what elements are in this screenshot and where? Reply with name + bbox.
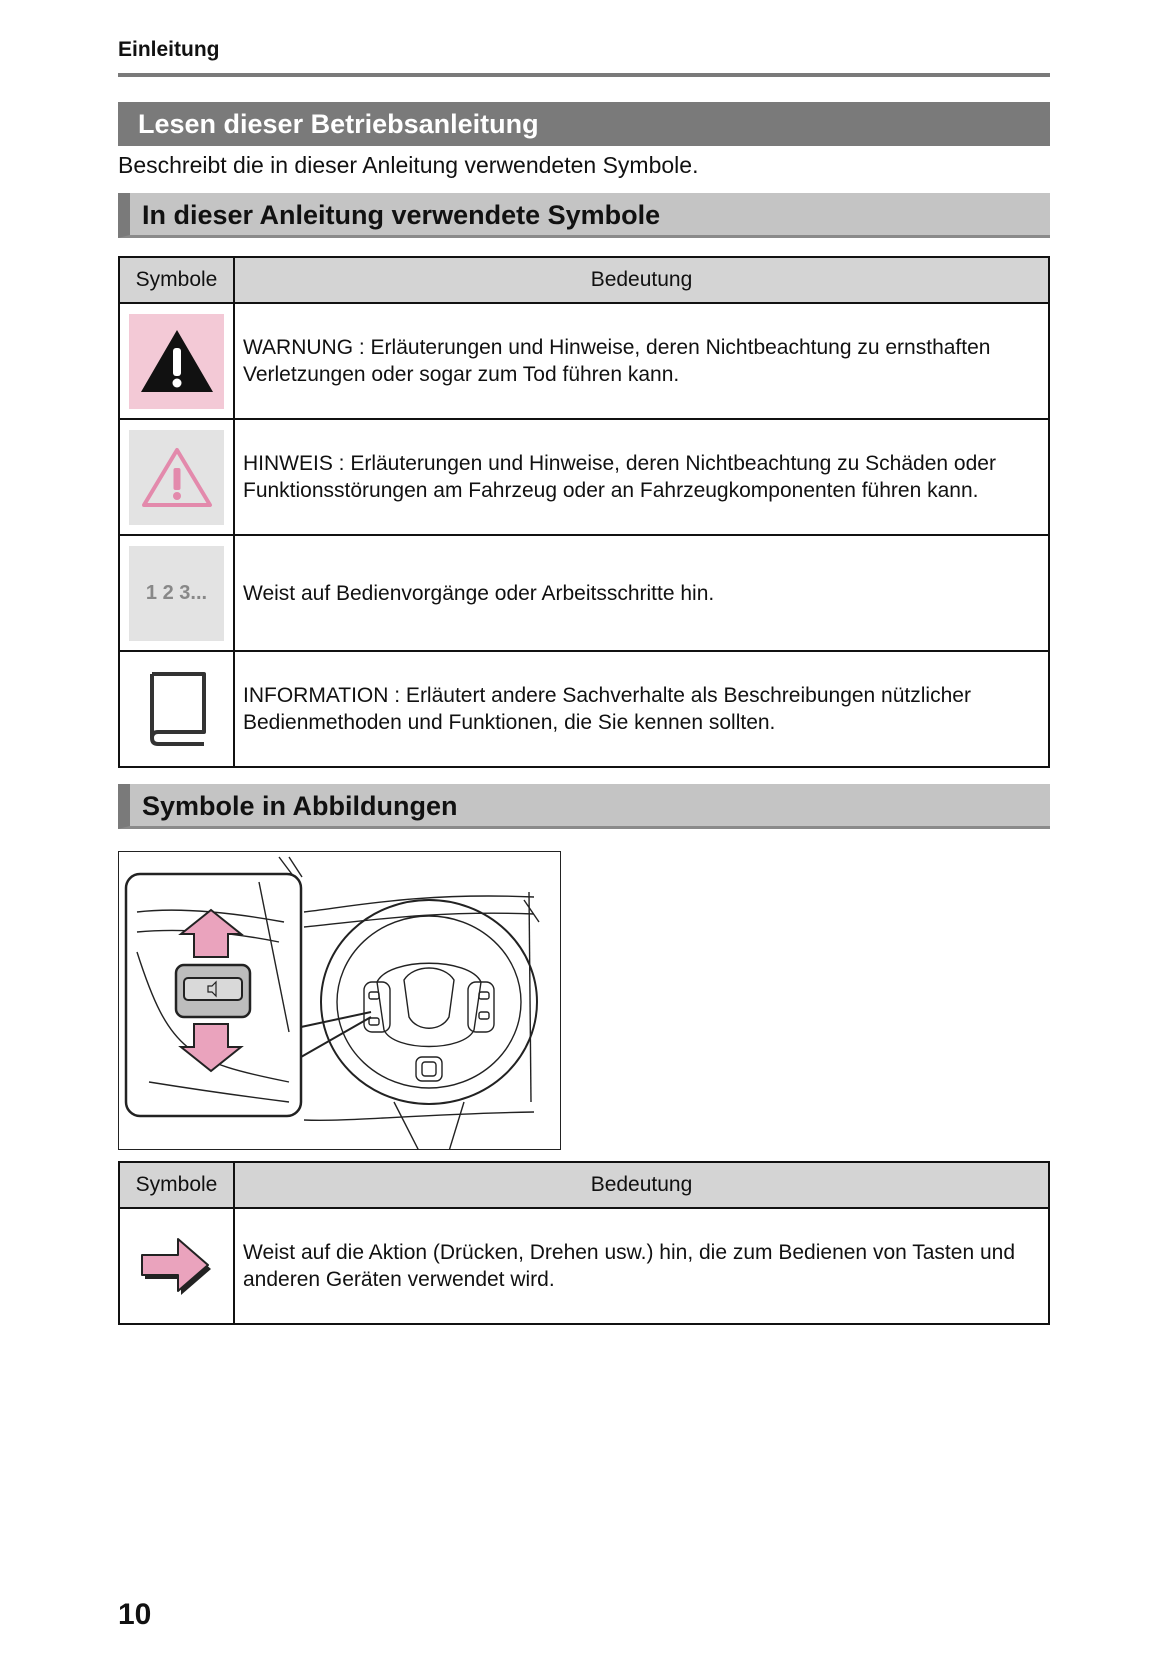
warning-filled-triangle-icon <box>129 314 224 409</box>
section-intro: Beschreibt die in dieser Anleitung verwendeten Symbole. <box>118 152 699 178</box>
dashboard-illustration <box>118 851 561 1150</box>
symbol-cell <box>119 1208 234 1324</box>
symbol-cell <box>119 651 234 767</box>
col-symbol-header: Symbole <box>119 1162 234 1208</box>
symbols-table <box>118 256 1050 768</box>
meaning-cell: INFORMATION : Erläutert andere Sachverhalte als Beschreibungen nützlicher Bedienmethoden und Funktionen, die Sie kennen sollten. <box>234 651 1049 767</box>
section-title: Lesen dieser Betriebsanleitung <box>118 102 1050 146</box>
caution-outline-triangle-icon <box>129 430 224 525</box>
pink-arrow-right-icon <box>129 1219 224 1314</box>
meaning-cell: Weist auf Bedienvorgänge oder Arbeitsschritte hin. <box>234 535 1049 651</box>
illustration-symbols-table <box>118 1161 1050 1325</box>
table-row <box>119 1208 1049 1324</box>
table-header-row <box>119 257 1049 303</box>
illustrations-subheading: Symbole in Abbildungen <box>118 784 1050 829</box>
header-rule <box>118 73 1050 77</box>
table-row <box>119 419 1049 535</box>
symbol-cell <box>119 535 234 651</box>
symbol-cell <box>119 303 234 419</box>
symbols-subheading: In dieser Anleitung verwendete Symbole <box>118 193 1050 238</box>
steps-icon: 1 2 3... <box>129 546 224 641</box>
col-symbol-header: Symbole <box>119 257 234 303</box>
meaning-cell: WARNUNG : Erläuterungen und Hinweise, deren Nichtbeachtung zu ernsthaften Verletzungen oder sogar zum Tod führen kann. <box>234 303 1049 419</box>
meaning-cell: Weist auf die Aktion (Drücken, Drehen usw.) hin, die zum Bedienen von Tasten und anderen Geräten verwendet wird. <box>234 1208 1049 1324</box>
col-meaning-header: Bedeutung <box>234 257 1049 303</box>
book-icon <box>129 662 224 757</box>
meaning-cell: HINWEIS : Erläuterungen und Hinweise, deren Nichtbeachtung zu Schäden oder Funktionsstörungen am Fahrzeug oder an Fahrzeugkomponenten führen kann. <box>234 419 1049 535</box>
table-row <box>119 535 1049 651</box>
table-row <box>119 303 1049 419</box>
table-row <box>119 651 1049 767</box>
table-header-row <box>119 1162 1049 1208</box>
symbol-cell <box>119 419 234 535</box>
header-section-label: Einleitung <box>118 38 220 61</box>
page-number: 10 <box>118 1598 152 1631</box>
col-meaning-header: Bedeutung <box>234 1162 1049 1208</box>
